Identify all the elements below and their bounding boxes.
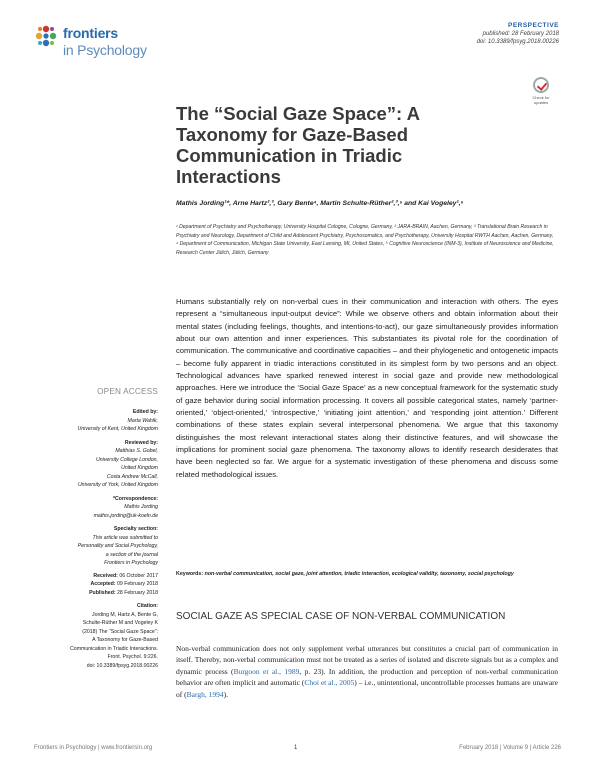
citation-link[interactable]: Choi et al., 2005: [304, 678, 355, 688]
body-text: Non-verbal communication does not only supplement verbal utterances but constitutes a crucial part of communication in itself. Thereby, non-verbal communication must not be treated as a series of isolated and discrete signals but as a complex and dynamic process (: [176, 644, 558, 676]
editor-name: Marta Wahlk,: [127, 417, 158, 424]
published-date: published: 28 February 2018: [482, 31, 559, 37]
reviewed-by-label: Reviewed by:: [124, 439, 158, 446]
doi[interactable]: doi: 10.3389/fpsyg.2018.00226: [476, 39, 559, 45]
footer-issue: February 2018 | Volume 9 | Article 226: [459, 745, 561, 751]
article-title: The “Social Gaze Space”: A Taxonomy for Gaze-Based Communication in Triadic Interactions: [176, 103, 420, 187]
logo-journal: in Psychology: [63, 42, 147, 58]
article-header-info: [477, 22, 559, 46]
journal-logo: [34, 22, 174, 82]
citation-label: Citation:: [136, 603, 158, 609]
date-received: [22, 572, 158, 581]
article-info-sidebar: [22, 408, 158, 670]
keywords-text: non-verbal communication, social gaze, joint attention, triadic interaction, ecological validity, taxonomy, social psychology: [204, 571, 514, 577]
reviewer-line: University College London,: [96, 456, 158, 463]
keywords: [176, 570, 558, 579]
reviewer-line: Costa Andrew McCall,: [106, 473, 158, 480]
open-access-label: OPEN ACCESS: [97, 387, 158, 396]
specialty-line: a section of the journal: [105, 551, 158, 558]
specialty-line: Personality and Social Psychology,: [77, 543, 158, 549]
specialty-line: Frontiers in Psychology: [104, 560, 158, 566]
date-received-value: 06 October 2017: [119, 572, 158, 579]
body-text: ).: [223, 689, 228, 699]
reviewer-line: United Kingdom: [121, 465, 158, 471]
citation-link[interactable]: Burgoon et al., 1989: [233, 666, 300, 676]
correspondence-email[interactable]: mathis.jording@uk-koeln.de: [93, 512, 158, 519]
date-published-label: Published:: [89, 589, 116, 596]
frontiers-dots-icon: [34, 24, 58, 48]
keywords-label: Keywords:: [176, 571, 204, 577]
page-number: 1: [294, 745, 298, 751]
body-paragraph: [176, 643, 558, 700]
citation-line: (2018) The “Social Gaze Space”:: [82, 628, 158, 635]
specialty-line: This article was submitted to: [92, 534, 158, 541]
citation-line: Jording M, Hartz A, Bente G,: [91, 611, 158, 618]
date-accepted-value: 09 February 2018: [117, 581, 158, 587]
correspondence-name: Mathis Jording: [124, 504, 158, 510]
citation-line: Front. Psychol. 9:226.: [107, 654, 158, 660]
edited-by-label: Edited by:: [132, 409, 158, 415]
affiliations: ¹ Department of Psychiatry and Psychotherapy, University Hospital Cologne, Cologne, Germany, ² JARA-BRAIN, Aachen, Germany, ³ Translational Brain Research in Psychiatry and Neurology, Department of Child and Adolescent Psychiatry, Psychosomatics, and Psychotherapy, University Hospital RWTH Aachen, Aachen, Germany, ⁴ Department of Communication, Michigan State University, East Lansing, MI, United States, ⁵ Cognitive Neuroscience (INM-3), Institute of Neuroscience and Medicine, Research Center Jülich, Jülich, Germany: [176, 224, 554, 256]
section-heading: SOCIAL GAZE AS SPECIAL CASE OF NON-VERBAL COMMUNICATION: [176, 611, 506, 622]
date-published-value: 28 February 2018: [117, 589, 158, 596]
date-accepted: [22, 580, 158, 589]
body-text: ) – i.e., unintentional, uncontrollable processes humans are unaware of (: [176, 678, 558, 699]
date-accepted-label: Accepted:: [90, 581, 116, 587]
date-received-label: Received:: [93, 572, 118, 579]
reviewer-line: University of York, United Kingdom: [77, 482, 158, 488]
correspondence-label: *Correspondence:: [113, 495, 158, 502]
date-published: [22, 589, 158, 598]
citation-line: A Taxonomy for Gaze-Based: [92, 637, 158, 643]
check-for-updates-badge[interactable]: [526, 77, 556, 109]
citation-line: doi: 10.3389/fpsyg.2018.00226: [86, 662, 158, 669]
footer-journal[interactable]: Frontiers in Psychology | www.frontiersin.org: [34, 745, 153, 751]
abstract: Humans substantially rely on non-verbal cues in their communication and interaction with others. The eyes represent a “simultaneous input-output device”: While we observe others and obtain information about their mental states (including feelings, thoughts, and intentions-to-act), our gaze simultaneously provides information about our own attention and inner experiences. This substantiates its pivotal role for the coordination of communication. The communicative and coordinative capacities – and their phylogenetic and ontogenetic impacts – become fully apparent in triadic interactions constituted in its simplest form by two persons and an object. Technological advances have sparked renewed interest in social gaze and provide new methodological approaches. Here we introduce the ‘Social Gaze Space’ as a new conceptual framework for the systematic study of gaze behavior during social information processing. It covers all possible categorical states, namely ‘partner-oriented,’ ‘object-oriented,’ ‘introspective,’ ‘initiating joint attention,’ and ‘responding joint attention.’ Different combinations of these states explain several interpersonal phenomena. We argue that this taxonomy distinguishes the most relevant interactional states along their distinctive features, and will showcase the implications for prominent social gaze phenomena. The taxonomy allows to identify research desiderates that have been neglected so far. We argue for a systematic investigation of these phenomena and discuss some related methodological issues.: [176, 297, 558, 479]
check-icon: [533, 77, 549, 93]
page-footer: [34, 745, 561, 757]
check-for-updates-label: Check for updates: [532, 95, 550, 105]
logo-name: frontiers: [63, 25, 118, 41]
reviewer-line: Matthias S. Gobel,: [115, 448, 158, 454]
author-list: Mathis Jording¹*, Arne Hartz²,³, Gary Bente⁴, Martin Schulte-Rüther²,³,⁵ and Kai Vogeley¹,⁶: [176, 200, 464, 207]
article-type: PERSPECTIVE: [507, 22, 559, 29]
body-text: , p. 23). In addition, the production and perception of non-verbal communication behavior are often implicit and automatic (: [176, 666, 558, 688]
editor-affiliation: University of Kent, United Kingdom: [77, 426, 158, 432]
specialty-section-label: Specialty section:: [113, 526, 158, 532]
citation-line: Schulte-Rüther M and Vogeley K: [82, 620, 158, 626]
citation-link[interactable]: Bargh, 1994: [186, 689, 224, 699]
citation-line: Communication in Triadic Interactions.: [70, 645, 158, 652]
